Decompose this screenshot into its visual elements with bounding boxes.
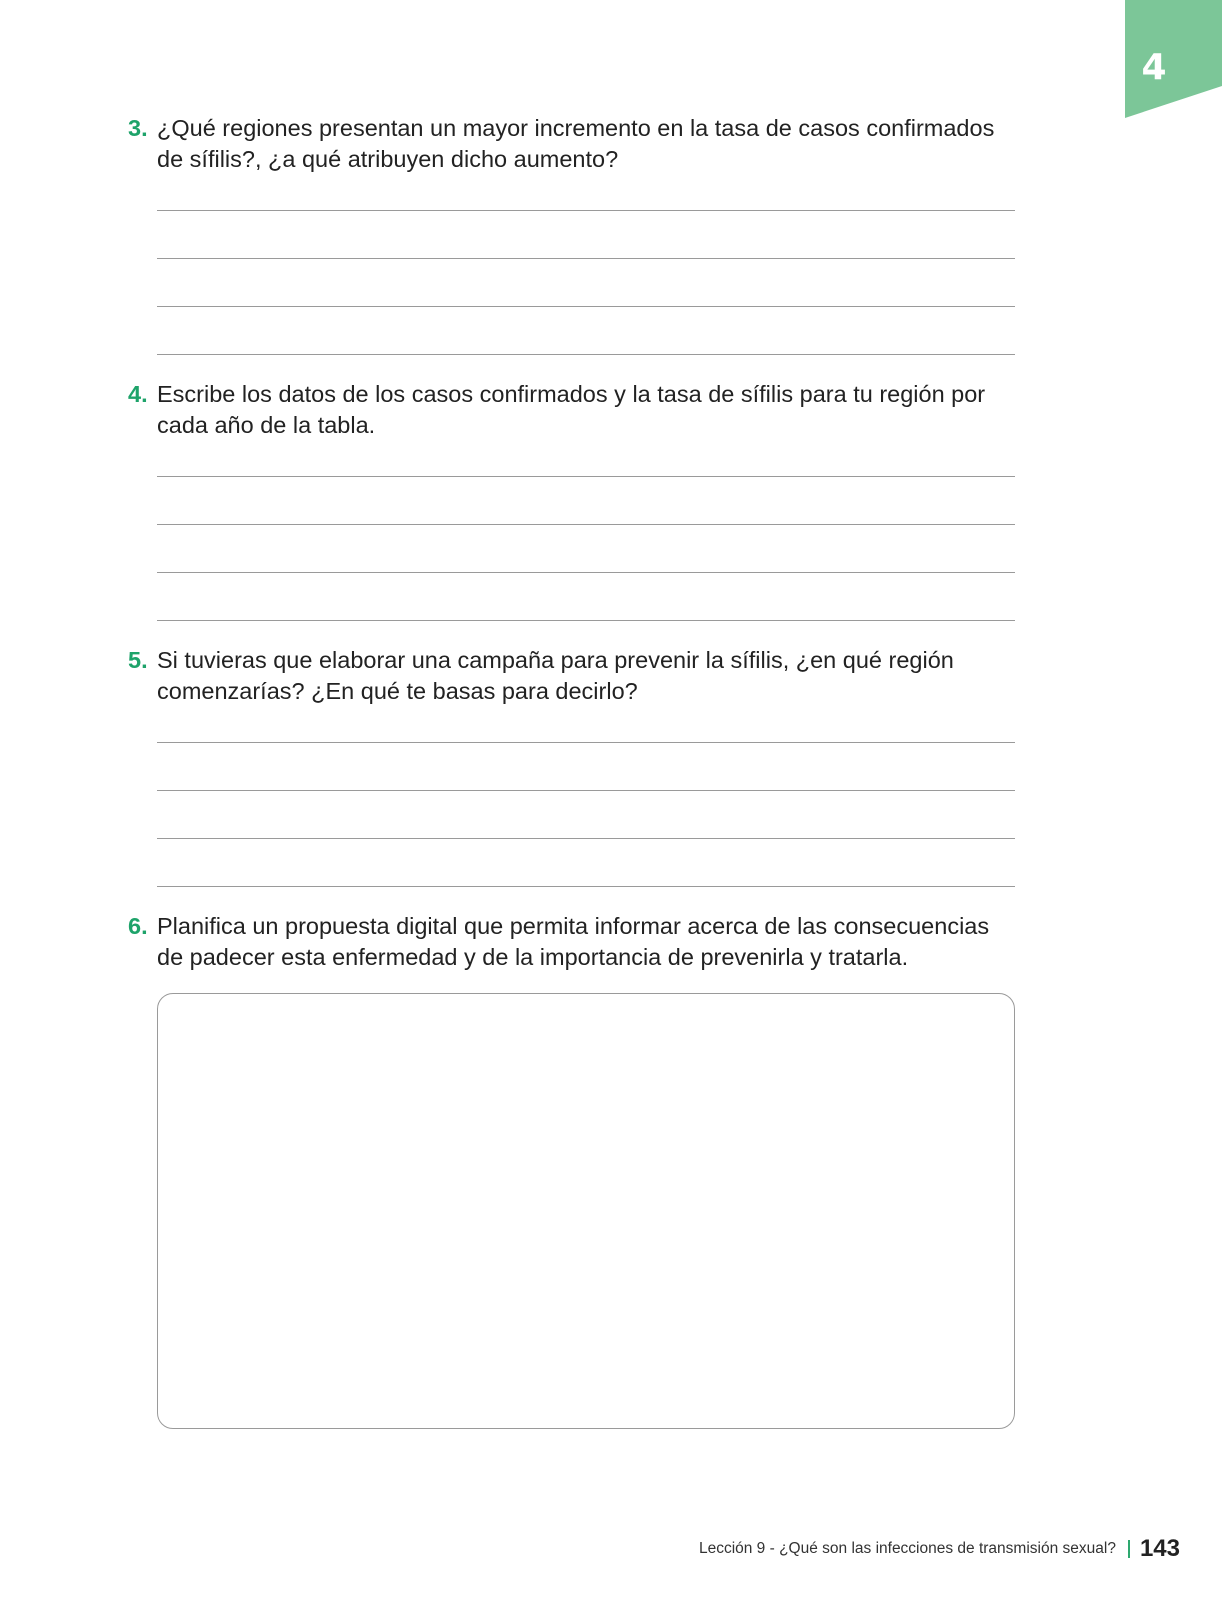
question-6-number: 6. bbox=[128, 913, 148, 939]
question-4-text: Escribe los datos de los casos confirmados y la tasa de sífilis para tu región por cada año de la tabla. bbox=[157, 381, 986, 438]
page-number: 143 bbox=[1139, 1535, 1180, 1562]
page-footer bbox=[600, 1535, 1180, 1569]
answer-line[interactable] bbox=[157, 620, 1015, 621]
answer-line[interactable] bbox=[157, 476, 1015, 477]
question-6-answer-box[interactable] bbox=[157, 993, 1015, 1429]
answer-line[interactable] bbox=[157, 838, 1015, 839]
question-3-number: 3. bbox=[128, 115, 148, 141]
question-5-text-block bbox=[128, 645, 1018, 707]
answer-line[interactable] bbox=[157, 886, 1015, 887]
answer-line[interactable] bbox=[157, 258, 1015, 259]
question-4-number: 4. bbox=[128, 381, 148, 407]
answer-line[interactable] bbox=[157, 742, 1015, 743]
footer-lesson-title: Lección 9 - ¿Qué son las infecciones de transmisión sexual? bbox=[698, 1540, 1116, 1557]
question-4 bbox=[128, 379, 1018, 441]
answer-line[interactable] bbox=[157, 354, 1015, 355]
question-6 bbox=[128, 911, 1018, 973]
unit-tab bbox=[1125, 0, 1222, 118]
answer-line[interactable] bbox=[157, 210, 1015, 211]
answer-line[interactable] bbox=[157, 306, 1015, 307]
answer-line[interactable] bbox=[157, 790, 1015, 791]
footer-separator bbox=[1128, 1540, 1130, 1558]
answer-line[interactable] bbox=[157, 572, 1015, 573]
unit-number: 4 bbox=[1141, 47, 1167, 88]
question-3-text-block bbox=[128, 113, 1018, 175]
question-5-number: 5. bbox=[128, 647, 148, 673]
question-4-text-block bbox=[128, 379, 1018, 441]
question-5 bbox=[128, 645, 1018, 707]
answer-line[interactable] bbox=[157, 524, 1015, 525]
question-3 bbox=[128, 113, 1018, 175]
question-5-text: Si tuvieras que elaborar una campaña para prevenir la sífilis, ¿en qué región comenzarías? ¿En qué te basas para decirlo? bbox=[157, 647, 954, 704]
question-6-text: Planifica un propuesta digital que permita informar acerca de las consecuencias de padecer esta enfermedad y de la importancia de prevenirla y tratarla. bbox=[157, 913, 990, 970]
question-6-text-block bbox=[128, 911, 1018, 973]
question-3-text: ¿Qué regiones presentan un mayor incremento en la tasa de casos confirmados de sífilis?, ¿a qué atribuyen dicho aumento? bbox=[157, 115, 995, 172]
